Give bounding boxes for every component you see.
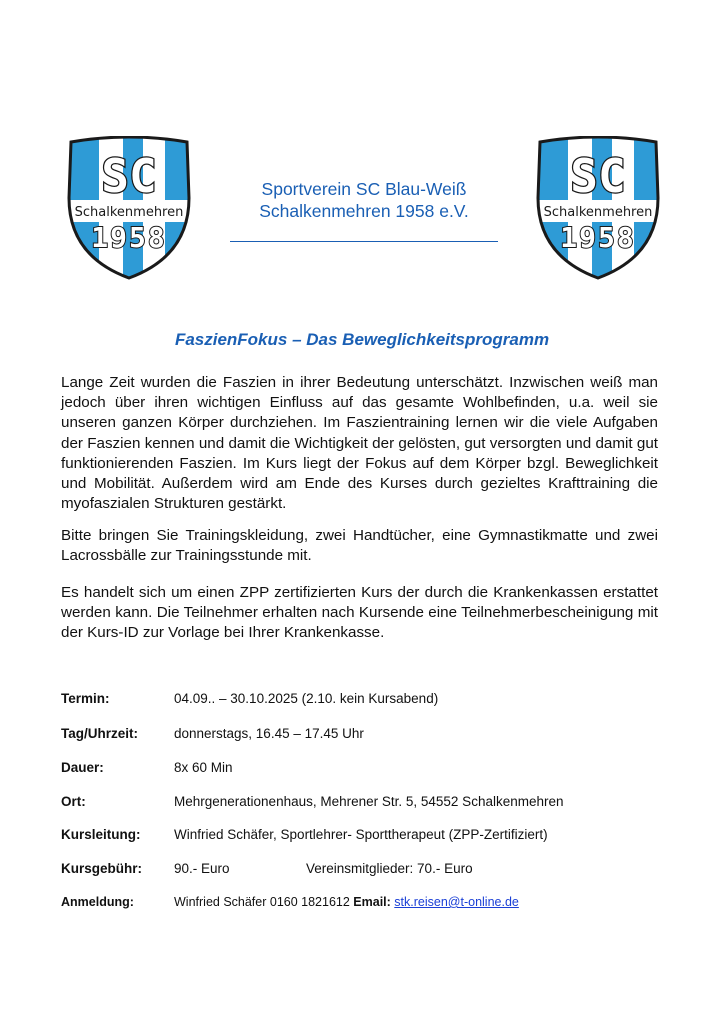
logo-name: Schalkenmehren — [543, 205, 653, 220]
detail-value: Mehrgenerationenhaus, Mehrener Str. 5, 54552 Schalkenmehren — [174, 794, 564, 809]
detail-value: 8x 60 Min — [174, 760, 233, 775]
detail-label: Kursleitung: — [61, 827, 141, 842]
detail-label: Tag/Uhrzeit: — [61, 726, 138, 741]
logo-year: 1958 — [560, 221, 636, 254]
club-logo-right — [532, 136, 664, 282]
intro-paragraph: Lange Zeit wurden die Faszien in ihrer Bedeutung unterschätzt. Inzwischen weiß man jedoch über ihren wichtigen Einfluss auf das gesamte Wohlbefinden, u.a. weil sie unseren ganzen Körper durchziehen. Im Faszientraining lernen wir die viele Aufgaben der Faszien kennen und damit die Wichtigkeit der gelösten, gut versorgten und damit gut funktionierenden Faszien. Im Kurs liegt der Fokus auf dem Körper bzgl. Beweglichkeit und Mobilität. Außerdem wird am Ende des Kurses durch gezieltes Krafttraining die myofaszialen Strukturen gestärkt. — [61, 374, 658, 513]
club-name-line1: Sportverein SC Blau-Weiß — [261, 179, 467, 199]
logo-name: Schalkenmehren — [74, 205, 184, 220]
club-crest-icon — [63, 136, 195, 282]
email-label: Email: — [353, 895, 391, 909]
logo-initials: SC — [570, 149, 626, 203]
equipment-paragraph: Bitte bringen Sie Trainingskleidung, zwei Handtücher, eine Gymnastikmatte und zwei Lacrossbälle zur Trainingsstunde mit. — [61, 527, 658, 565]
detail-value: 90.- Euro — [174, 861, 230, 876]
detail-value: 04.09.. – 30.10.2025 (2.10. kein Kursabend) — [174, 691, 439, 706]
logo-year: 1958 — [91, 221, 167, 254]
detail-label: Dauer: — [61, 760, 104, 775]
member-price: Vereinsmitglieder: 70.- Euro — [306, 861, 473, 876]
detail-value: donnerstags, 16.45 – 17.45 Uhr — [174, 726, 364, 741]
contact-name-phone: Winfried Schäfer 0160 1821612 — [174, 895, 350, 909]
detail-value-contact — [174, 894, 519, 910]
detail-label: Ort: — [61, 794, 86, 809]
club-name-line2: Schalkenmehren 1958 e.V. — [259, 201, 469, 221]
email-link[interactable]: stk.reisen@t-online.de — [394, 895, 519, 909]
logo-initials: SC — [101, 149, 157, 203]
detail-label: Termin: — [61, 691, 110, 706]
club-logo-left — [63, 136, 195, 282]
insurance-paragraph: Es handelt sich um einen ZPP zertifizierten Kurs der durch die Krankenkassen erstattet werden kann. Die Teilnehmer erhalten nach Kursende eine Teilnehmerbescheinigung mit der Kurs-ID zur Vorlage bei Ihrer Krankenkasse. — [61, 584, 658, 642]
document-title: FaszienFokus – Das Beweglichkeitsprogramm — [174, 330, 550, 349]
club-name — [228, 178, 500, 222]
club-crest-icon — [532, 136, 664, 282]
detail-label: Kursgebühr: — [61, 861, 142, 876]
header-divider — [230, 241, 498, 242]
detail-value: Winfried Schäfer, Sportlehrer- Sporttherapeut (ZPP-Zertifiziert) — [174, 827, 548, 842]
detail-label: Anmeldung: — [61, 895, 134, 909]
